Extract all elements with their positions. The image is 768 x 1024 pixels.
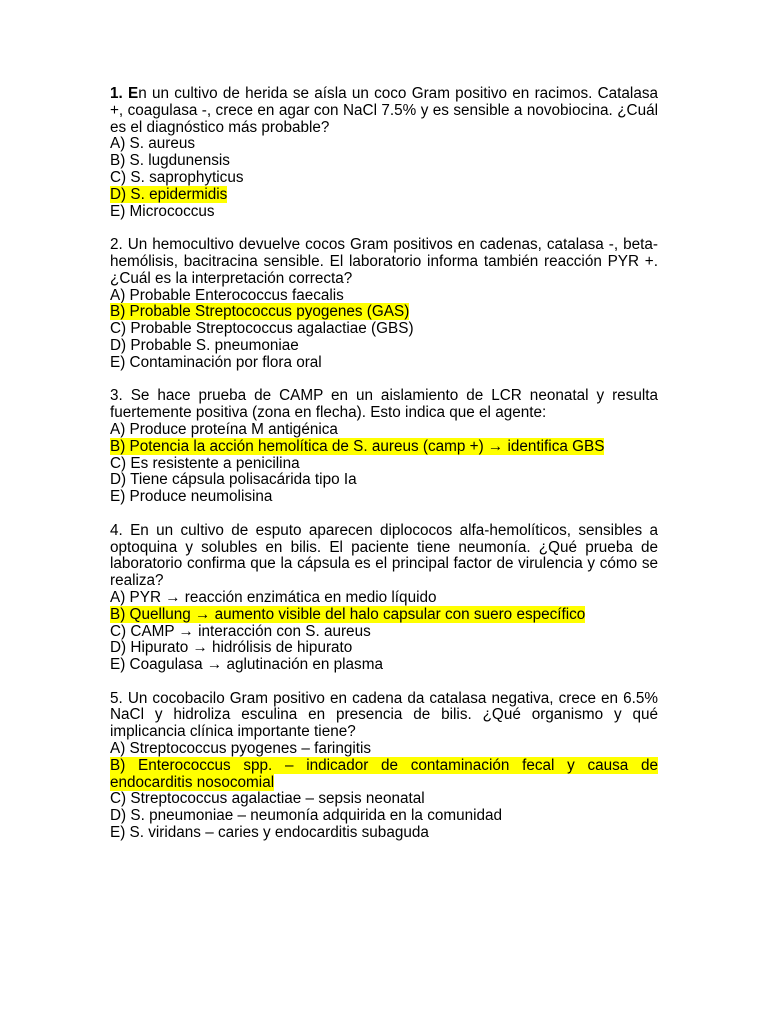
question-2 [110, 237, 658, 371]
answer-option-a: A) S. aureus [110, 135, 196, 153]
question-stem: 4. En un cultivo de esputo aparecen diplococos alfa-hemolíticos, sensibles a optoquina y solubles en bilis. El paciente tiene neumonía. ¿Qué prueba de laboratorio confirma que la cápsula es el principal factor de virulencia y cómo se realiza? [110, 521, 658, 590]
answer-option-a: A) Probable Enterococcus faecalis [110, 286, 344, 304]
question-stem: 5. Un cocobacilo Gram positivo en cadena da catalasa negativa, crece en 6.5% NaCl y hidroliza esculina en presencia de bilis. ¿Qué organismo y qué implicancia clínica importante tiene? [110, 689, 658, 741]
answer-option-c: C) Streptococcus agalactiae – sepsis neonatal [110, 790, 425, 808]
question-text: n un cultivo de herida se aísla un coco Gram positivo en racimos. Catalasa +, coagulasa -, crece en agar con NaCl 7.5% y es sensible a novobiocina. ¿Cuál es el diagnóstico más probable? [110, 85, 658, 136]
answer-option-d: D) Tiene cápsula polisacárida tipo Ia [110, 471, 357, 489]
answer-option-d: D) Probable S. pneumoniae [110, 336, 299, 354]
question-stem [110, 86, 658, 136]
highlighted-answer: B) Quellung → aumento visible del halo capsular con suero específico [110, 605, 586, 623]
answer-option-b: B) S. lugdunensis [110, 152, 230, 170]
answer-option-b-correct [110, 758, 658, 792]
question-4 [110, 523, 658, 674]
answer-option-e: E) Produce neumolisina [110, 488, 273, 506]
answer-option-b-correct [110, 304, 658, 321]
answer-option-a: A) PYR → reacción enzimática en medio líquido [110, 588, 437, 606]
question-list [110, 86, 658, 859]
answer-option-a: A) Produce proteína M antigénica [110, 420, 338, 438]
answer-option-e: E) Contaminación por flora oral [110, 353, 322, 371]
answer-option-a: A) Streptococcus pyogenes – faringitis [110, 740, 372, 758]
answer-option-b-correct [110, 607, 658, 624]
question-number: 1. E [110, 85, 139, 102]
answer-option-d: D) S. pneumoniae – neumonía adquirida en la comunidad [110, 807, 503, 825]
highlighted-answer: B) Enterococcus spp. – indicador de contaminación fecal y causa de endocarditis nosocomial [110, 756, 658, 791]
highlighted-answer: B) Probable Streptococcus pyogenes (GAS) [110, 303, 410, 321]
question-1 [110, 86, 658, 220]
highlighted-answer: D) S. epidermidis [110, 185, 228, 203]
question-5 [110, 691, 658, 842]
answer-option-c: C) Probable Streptococcus agalactiae (GBS) [110, 320, 414, 338]
answer-option-e: E) Micrococcus [110, 202, 215, 220]
answer-option-d: D) Hipurato → hidrólisis de hipurato [110, 639, 353, 657]
question-stem: 2. Un hemocultivo devuelve cocos Gram positivos en cadenas, catalasa -, beta-hemólisis, bacitracina sensible. El laboratorio informa también reacción PYR +. ¿Cuál es la interpretación correcta? [110, 236, 658, 287]
answer-option-b-correct [110, 439, 658, 456]
answer-option-c: C) S. saprophyticus [110, 168, 244, 186]
answer-option-d-correct [110, 187, 658, 204]
answer-option-c: C) Es resistente a penicilina [110, 454, 300, 472]
question-3 [110, 388, 658, 506]
answer-option-c: C) CAMP → interacción con S. aureus [110, 622, 371, 640]
highlighted-answer: B) Potencia la acción hemolítica de S. aureus (camp +) → identifica GBS [110, 437, 605, 455]
question-stem: 3. Se hace prueba de CAMP en un aislamiento de LCR neonatal y resulta fuertemente positiva (zona en flecha). Esto indica que el agente: [110, 387, 658, 422]
answer-option-e: E) Coagulasa → aglutinación en plasma [110, 656, 383, 674]
answer-option-e: E) S. viridans – caries y endocarditis subaguda [110, 824, 429, 842]
